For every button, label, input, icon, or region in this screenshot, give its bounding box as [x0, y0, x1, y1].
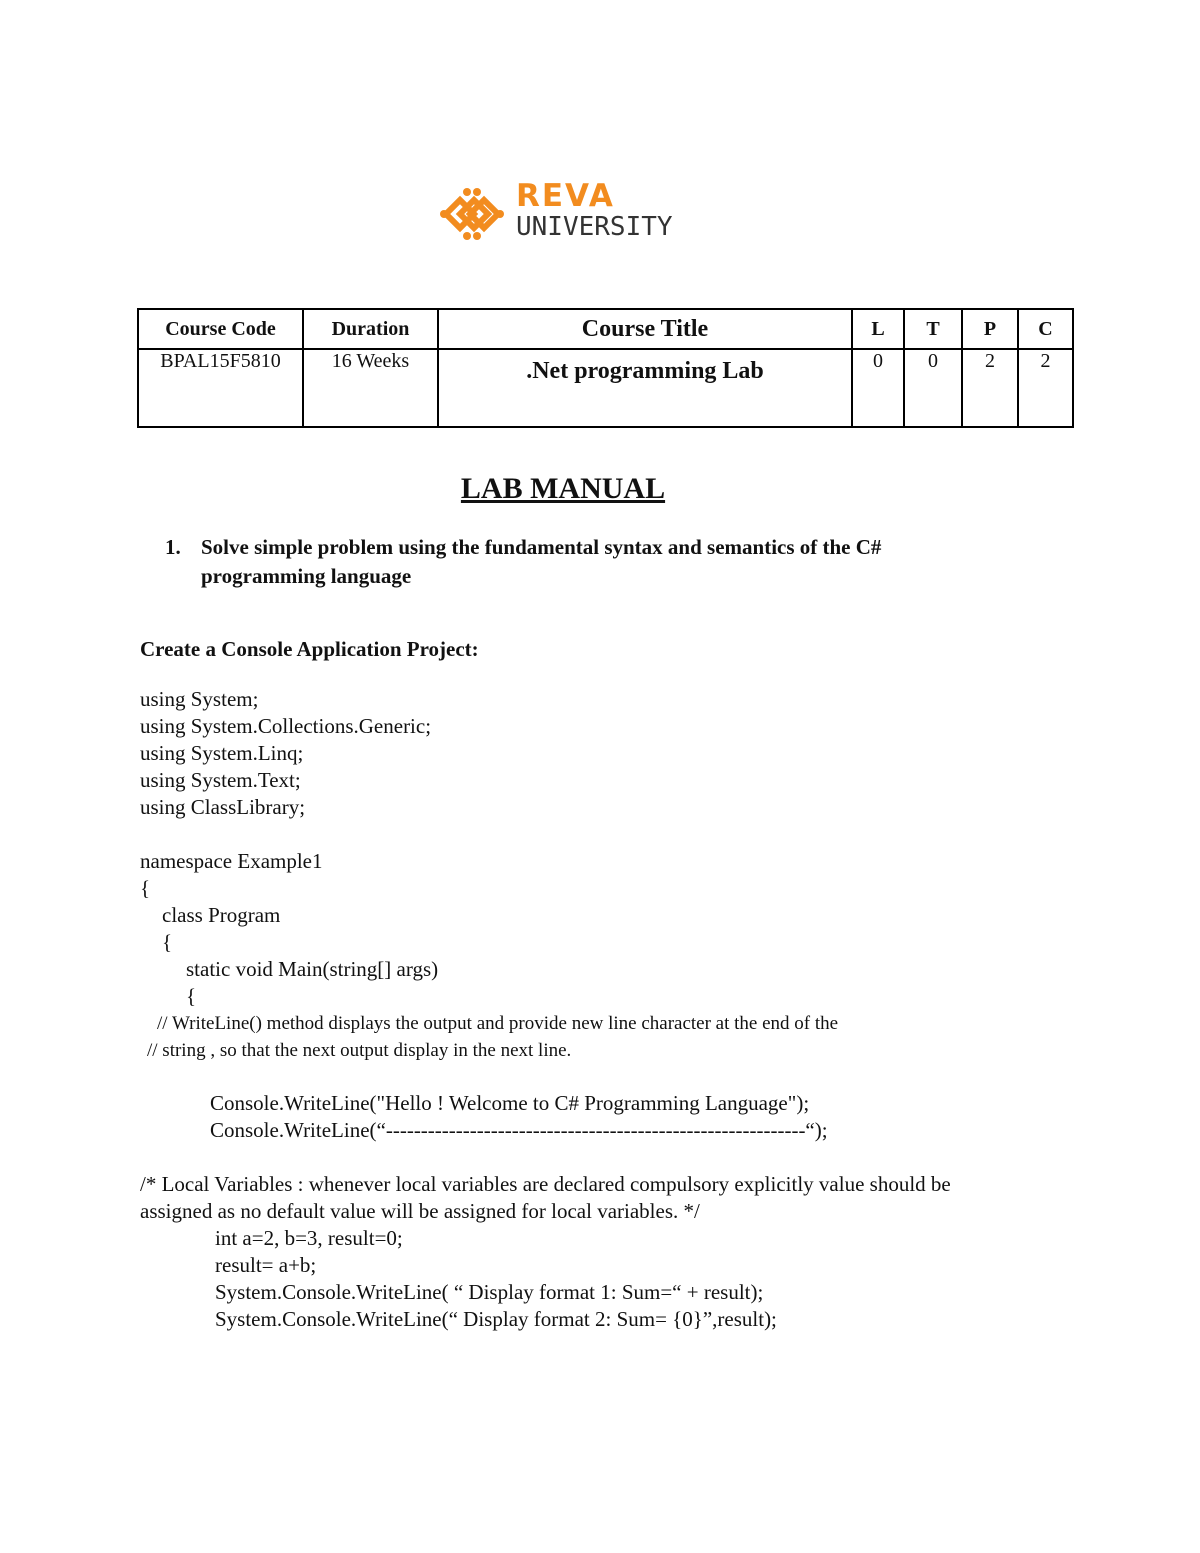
- code-line: Console.WriteLine(“------------------------------------------------------------“);: [210, 1118, 828, 1142]
- university-logo: [440, 178, 700, 246]
- code-comment-line: // WriteLine() method displays the output and provide new line character at the end of the: [157, 1013, 839, 1034]
- header-p: P: [962, 309, 1018, 349]
- table-header-row: [138, 309, 1073, 349]
- question-number: 1.: [165, 535, 181, 559]
- code-comment-line: // string , so that the next output display in the next line.: [147, 1040, 572, 1061]
- l-cell: 0: [852, 349, 904, 427]
- code-comment-line: /* Local Variables : whenever local variables are declared compulsory explicitly value should be: [140, 1172, 951, 1196]
- knot-emblem-icon: [440, 186, 504, 242]
- logo-brand: REVA: [516, 178, 615, 214]
- code-line: System.Console.WriteLine( “ Display format 1: Sum=“ + result);: [215, 1280, 764, 1304]
- code-line: using System.Linq;: [140, 741, 304, 765]
- section-subheading: Create a Console Application Project:: [140, 637, 479, 661]
- code-line: using System;: [140, 687, 259, 711]
- course-info-table: [137, 308, 1074, 428]
- code-line: using System.Collections.Generic;: [140, 714, 432, 738]
- code-line: using System.Text;: [140, 768, 301, 792]
- p-cell: 2: [962, 349, 1018, 427]
- code-line: int a=2, b=3, result=0;: [215, 1226, 403, 1250]
- header-course-title: Course Title: [438, 309, 852, 349]
- header-duration: Duration: [303, 309, 438, 349]
- c-cell: 2: [1018, 349, 1073, 427]
- code-line: {: [140, 876, 151, 900]
- code-line: static void Main(string[] args): [186, 957, 439, 981]
- code-line: class Program: [162, 903, 281, 927]
- logo-subtitle: UNIVERSITY: [516, 212, 673, 242]
- table-row: [138, 349, 1073, 427]
- code-line: Console.WriteLine("Hello ! Welcome to C# Programming Language");: [210, 1091, 810, 1115]
- code-line: namespace Example1: [140, 849, 323, 873]
- code-line: System.Console.WriteLine(“ Display format 2: Sum= {0}”,result);: [215, 1307, 777, 1331]
- code-line: {: [186, 984, 197, 1008]
- code-line: using ClassLibrary;: [140, 795, 306, 819]
- question-text: Solve simple problem using the fundamental syntax and semantics of the C# programming language: [201, 535, 882, 588]
- header-t: T: [904, 309, 962, 349]
- code-line: result= a+b;: [215, 1253, 317, 1277]
- header-course-code: Course Code: [138, 309, 303, 349]
- page-title: LAB MANUAL: [460, 472, 666, 505]
- header-c: C: [1018, 309, 1073, 349]
- code-line: {: [162, 930, 173, 954]
- course-code-cell: BPAL15F5810: [138, 349, 303, 427]
- course-title-cell: .Net programming Lab: [438, 349, 852, 427]
- question-item: [165, 533, 1005, 591]
- duration-cell: 16 Weeks: [303, 349, 438, 427]
- header-l: L: [852, 309, 904, 349]
- t-cell: 0: [904, 349, 962, 427]
- code-comment-line: assigned as no default value will be assigned for local variables. */: [140, 1199, 700, 1223]
